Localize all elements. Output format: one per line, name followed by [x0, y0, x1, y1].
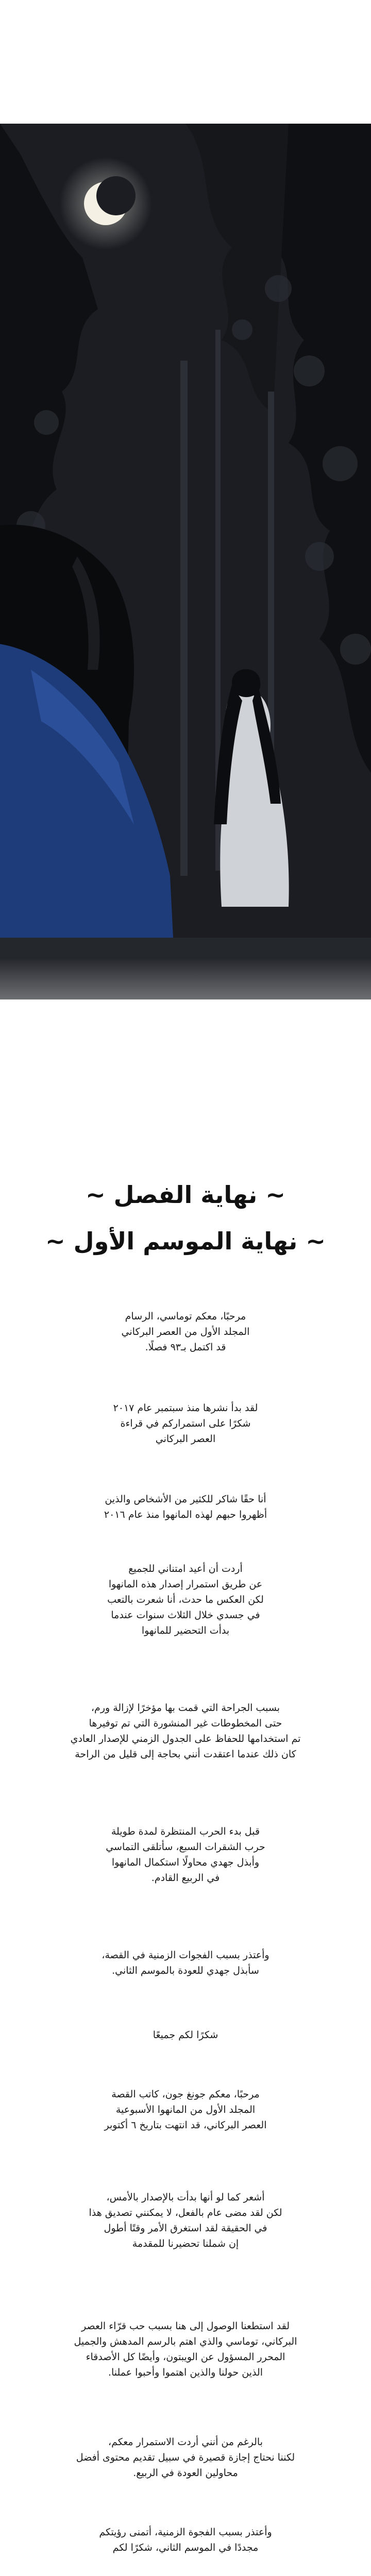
chapter-end-heading: ~ نهاية الفصل ~	[86, 1181, 285, 1209]
night-scene-illustration	[0, 0, 371, 1082]
note-paragraph: مرحبًا، معكم جونغ جون، كاتب القصة المجلد الأول من المانهوا الأسبوعية العصر البركاني، قد انتهت بتاريخ ٦ أكتوبر	[104, 2089, 267, 2131]
author-notes	[0, 1082, 371, 2576]
note-paragraph: وأعتذر بسبب الفجوة الزمنية، أتمنى رؤيتكم مجددًا في الموسم الثاني، شكرًا لكم	[99, 2527, 272, 2553]
season-end-heading: ~ نهاية الموسم الأول ~	[45, 1227, 326, 1255]
note-paragraph: أنا حقًا شاكر للكثير من الأشخاص والذين أظهروا حبهم لهذه المانهوا منذ عام ٢٠١٦	[104, 1494, 267, 1520]
note-paragraph: شكرًا لكم جميعًا	[153, 2029, 218, 2041]
note-paragraph: مرحبًا، معكم توماسي، الرسام المجلد الأول من العصر البركاني قد اكتمل بـ٩٣ فصلًا.	[121, 1311, 250, 1353]
note-paragraph: لقد بدأ نشرها منذ سبتمبر عام ٢٠١٧ شكرًا على استمراركم في قراءة العصر البركاني	[113, 1402, 258, 1445]
note-paragraph: أشعر كما لو أنها بدأت بالإصدار بالأمس، لكن لقد مضى عام بالفعل، لا يمكنني تصديق هذا في الحقيقة لقد استغرق الأمر وقتًا أطول إن شملنا تحضيرنا للمقدمة	[89, 2192, 282, 2249]
note-paragraph: بالرغم من أنني أردت الاستمرار معكم، لكننا نحتاج إجازة قصيرة في سبيل تقديم محتوى أفضل محاولين العودة في الربيع.	[76, 2436, 295, 2479]
note-paragraph: لقد استطعنا الوصول إلى هنا بسبب حب قرّاء العصر البركاني، توماسي والذي اهتم بالرسم المدهش والجميل المحرر المسؤول عن الويبتون، وأيضًا كل الأصدقاء الذين حولنا والذين اهتموا وأحبوا عملنا.	[74, 2320, 297, 2378]
note-paragraph: وأعتذر بسبب الفجوات الزمنية في القصة، سأبذل جهدي للعودة بالموسم الثاني.	[102, 1950, 269, 1976]
comic-panel	[0, 0, 371, 1082]
note-paragraph: بسبب الجراحة التي قمت بها مؤخرًا لإزالة ورم، حتى المخطوطات غير المنشورة التي تم توفيرها تم استخدامها للحفاظ على الجدول الزمني للإصدار العادي كان ذلك عندما اعتقدت أنني بحاجة إلى قليل من الراحة	[70, 1702, 301, 1760]
panel-fade	[0, 958, 371, 1082]
note-paragraph: أردت أن أعيد امتناني للجميع عن طريق استمرار إصدار هذه المانهوا لكن العكس ما حدث، أنا شعرت بالتعب في جسدي خلال الثلاث سنوات عندما بدأت التحضير للمانهوا	[107, 1563, 264, 1636]
note-paragraph: قبل بدء الحرب المنتظرة لمدة طويلة حرب الشقرات السبع، سأتلقى التماسي وأبذل جهدي محاولًا استكمال المانهوا في الربيع القادم.	[106, 1826, 265, 1884]
